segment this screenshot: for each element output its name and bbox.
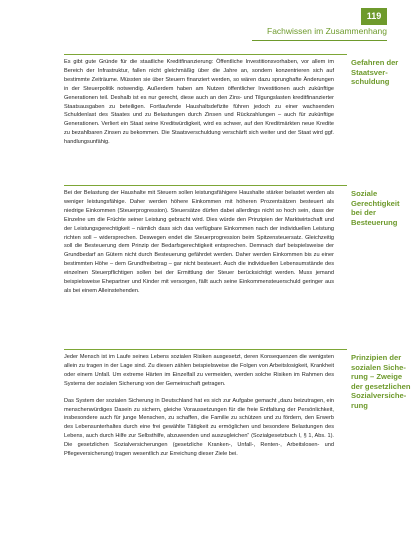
block-body xyxy=(64,353,334,459)
side-heading: Gefahren der Staatsver-schuldung xyxy=(351,58,399,86)
content-block-staatsverschuldung xyxy=(64,54,399,183)
body-paragraph: Bei der Belastung der Haushalte mit Steuern sollen leistungsfähigere Haushalte stärker belastet werden als weniger leistungsfähige. Daher werden höhere Einkommen mit höheren Prozentsätzen besteuert als niedrige Einkommen (Steuerprogression). Steuersätze dürfen dabei allerdings nicht so hoch sein, dass der Einzelne um die Früchte seiner Leistung gebracht wird. Dies würde den Prinzipien der Marktwirtschaft und der Leistungsgerechtigkeit – nämlich dass sich das verfügbare Einkommen nach der individuellen Leistung richten soll – widersprechen. Deswegen endet die Steuerprogression beim Spitzensteuersatz. Gleichzeitig soll die Besteuerung dem Prinzip der Bedarfsgerechtigkeit entsprechen. Demnach darf beispielsweise der Grundbedarf an Gütern nicht durch Besteuerung gefährdet werden. Daher werden Einkommen bis zu einer bestimmten Höhe – dem Grundfreibetrag – gar nicht besteuert. Auch die individuellen Lebensumstände des einzelnen Steuerpflichtigen sollen bei der Ermittlung der Steuer berücksichtigt werden. Muss jemand beispielsweise Ehepartner und Kinder mit versorgen, fällt auch seine Einkommensteuerschuld geringer aus als bei einem Alleinstehenden. xyxy=(64,190,334,294)
content-block-soziale-sicherung xyxy=(64,349,411,530)
content-block-besteuerung xyxy=(64,185,400,346)
body-paragraph: Das System der sozialen Sicherung in Deutschland hat es sich zur Aufgabe gemacht „dazu beizutragen, ein menschenwürdiges Dasein zu sichern, gleiche Voraussetzungen für die freie Entfaltung der Persönlichkeit, insbesondere auch für junge Menschen, zu schaffen, die Familie zu schützen und zu fördern, den Erwerb des Lebensunterhaltes durch eine frei gewählte Tätigkeit zu ermöglichen und besondere Belastungen des Lebens, auch durch Hilfe zur Selbsthilfe, abzuwenden und auszugleichen“ (Sozialgesetzbuch I, § 1, Abs. 1). Die gesetzlichen Sozialversicherungen (gesetzliche Kranken-, Unfall-, Renten-, Arbeitslosen- und Pflegeversicherung) tragen wesentlich zur Erreichung dieser Ziele bei. xyxy=(64,397,334,458)
section-header: Fachwissen im Zusammenhang xyxy=(252,26,387,41)
page-number: 119 xyxy=(361,8,387,25)
side-heading: Prinzipien der sozialen Siche-rung – Zweige der gesetzlichen Sozialversiche-rung xyxy=(351,353,411,410)
side-heading: Soziale Gerechtigkeit bei der Besteuerung xyxy=(351,189,400,227)
body-paragraph: Es gibt gute Gründe für die staatliche Kreditfinanzierung: Öffentliche Investitionsvorhaben, vor allem im Bereich der Infrastruktur, fallen nicht gleichmäßig über die Jahre an, sondern konzentrieren sich auf bestimmte Zeiträume. Müssten sie über Steuern finanziert werden, so wären dazu sprunghafte Änderungen in der Steuerpolitik notwendig. Außerdem haben am Nutzen öffentlicher Investitionen auch zukünftige Generationen teil. Deshalb ist es nur gerecht, diese auch an den Zins- und Tilgungslasten kreditfinanzierter Staatsausgaben zu beteiligen. Fortlaufende Haushaltsdefizite führen jedoch zu einer wachsenden Schuldenlast des Staates und zu Belastungen durch Zinsen und Rückzahlungen – auch für zukünftige Generationen. Verliert ein Staat seine Kreditwürdigkeit, wird es schwer, auf den Kreditmärkten neue Kredite zu bezahlbaren Zinsen zu bekommen. Die Staatsverschuldung verschärft sich weiter und der Staat wird ggf. handlungsunfähig. xyxy=(64,59,334,146)
block-body xyxy=(64,58,334,147)
body-paragraph: Jeder Mensch ist im Laufe seines Lebens sozialen Risiken ausgesetzt, deren Konsequenzen die wenigsten allein zu tragen in der Lage sind. Zu diesen zählen beispielsweise die Folgen von Arbeitslosigkeit, Krankheit oder einem Unfall. Um extreme Härten im Einzelfall zu vermeiden, werden solche Risiken im Rahmen des Systems der sozialen Sicherung von der Gemeinschaft getragen. xyxy=(64,354,334,387)
block-body xyxy=(64,189,334,296)
